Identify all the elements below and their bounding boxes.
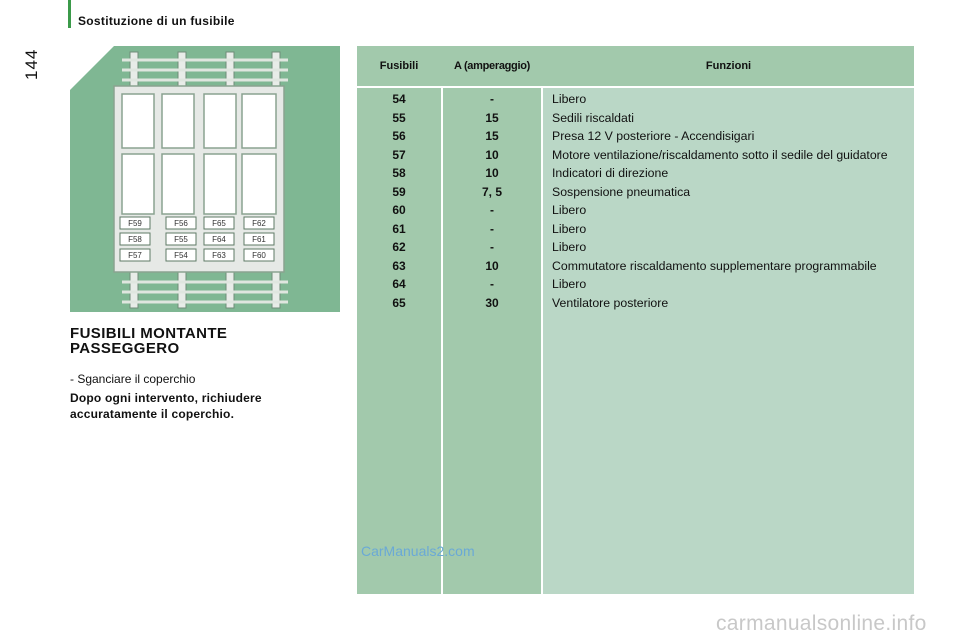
fuse-label: F63 — [212, 251, 226, 260]
warning-text: Dopo ogni intervento, richiudere accuratamente il coperchio. — [70, 391, 262, 421]
table-row — [357, 275, 914, 294]
cell-fuse-number: 55 — [392, 110, 406, 125]
cell-fuse-number: 62 — [392, 240, 406, 255]
watermark-carmanuals2[interactable]: CarManuals2.com — [361, 543, 475, 559]
table-row — [357, 257, 914, 276]
cell-function: Ventilatore posteriore — [552, 295, 669, 310]
fuse-label: F58 — [128, 235, 142, 244]
page-number: 144 — [22, 48, 41, 80]
cell-amperage: - — [490, 203, 494, 218]
cell-amperage: - — [490, 277, 494, 292]
header-accent-bar — [68, 0, 71, 28]
fuse-label: F57 — [128, 251, 142, 260]
table-row — [357, 201, 914, 220]
page-header-title: Sostituzione di un fusibile — [78, 14, 235, 28]
table-row — [357, 146, 914, 165]
table-row — [357, 294, 914, 313]
section-title: FUSIBILI MONTANTE PASSEGGERO — [70, 325, 228, 357]
fuse-label: F55 — [174, 235, 188, 244]
cell-amperage: 10 — [485, 258, 499, 273]
cell-fuse-number: 56 — [392, 129, 406, 144]
cell-amperage: 10 — [485, 147, 499, 162]
fuse-label: F62 — [252, 219, 266, 228]
cell-fuse-number: 54 — [392, 92, 406, 107]
cell-amperage: 30 — [485, 295, 499, 310]
fuse-label: F64 — [212, 235, 226, 244]
cell-fuse-number: 65 — [392, 295, 406, 310]
fuse-label: F54 — [174, 251, 188, 260]
fuse-label: F60 — [252, 251, 266, 260]
cell-amperage: - — [490, 92, 494, 107]
fuse-label: F65 — [212, 219, 226, 228]
cell-fuse-number: 57 — [392, 147, 406, 162]
cell-fuse-number: 58 — [392, 166, 406, 181]
cell-amperage: - — [490, 240, 494, 255]
header-func: Funzioni — [705, 60, 752, 72]
cell-amperage: 7, 5 — [481, 184, 502, 199]
header-amp: A (amperaggio) — [453, 60, 531, 72]
watermark-carmanualsonline[interactable]: carmanualsonline.info — [716, 612, 927, 635]
cell-amperage: 15 — [485, 110, 499, 125]
table-row — [357, 164, 914, 183]
fuse-box-illustration — [70, 46, 340, 312]
cell-function: Libero — [552, 277, 587, 291]
instruction-text: - Sganciare il coperchio — [70, 372, 196, 386]
fuse-table — [357, 46, 914, 594]
cell-function: Presa 12 V posteriore - Accendisigari — [552, 129, 755, 143]
fuse-box-drawing — [70, 46, 340, 312]
table-row — [357, 220, 914, 239]
cell-fuse-number: 63 — [392, 258, 406, 273]
fuse-label: F56 — [174, 219, 188, 228]
table-row — [357, 238, 914, 257]
cell-function: Sedili riscaldati — [552, 110, 635, 125]
table-row — [357, 109, 914, 128]
cell-fuse-number: 60 — [392, 203, 406, 218]
cell-function: Commutatore riscaldamento supplementare programmabile — [552, 258, 877, 273]
table-row — [357, 183, 914, 202]
cell-amperage: 15 — [485, 129, 499, 144]
table-body — [357, 90, 914, 312]
table-header — [357, 46, 914, 88]
fuse-label: F61 — [252, 235, 266, 244]
table-row — [357, 127, 914, 146]
cell-fuse-number: 61 — [392, 221, 406, 236]
cell-function: Libero — [552, 203, 587, 217]
table-row — [357, 90, 914, 109]
cell-function: Libero — [552, 221, 587, 236]
cell-fuse-number: 64 — [392, 277, 406, 292]
cell-function: Sospensione pneumatica — [552, 184, 691, 199]
cell-function: Libero — [552, 240, 587, 254]
cell-function: Libero — [552, 92, 587, 106]
fuse-label: F59 — [128, 219, 142, 228]
cell-fuse-number: 59 — [392, 184, 406, 199]
cell-amperage: - — [490, 221, 494, 236]
cell-function: Indicatori di direzione — [552, 166, 669, 180]
header-fuse: Fusibili — [379, 60, 419, 72]
cell-amperage: 10 — [485, 166, 499, 181]
cell-function: Motore ventilazione/riscaldamento sotto il sedile del guidatore — [552, 147, 888, 162]
